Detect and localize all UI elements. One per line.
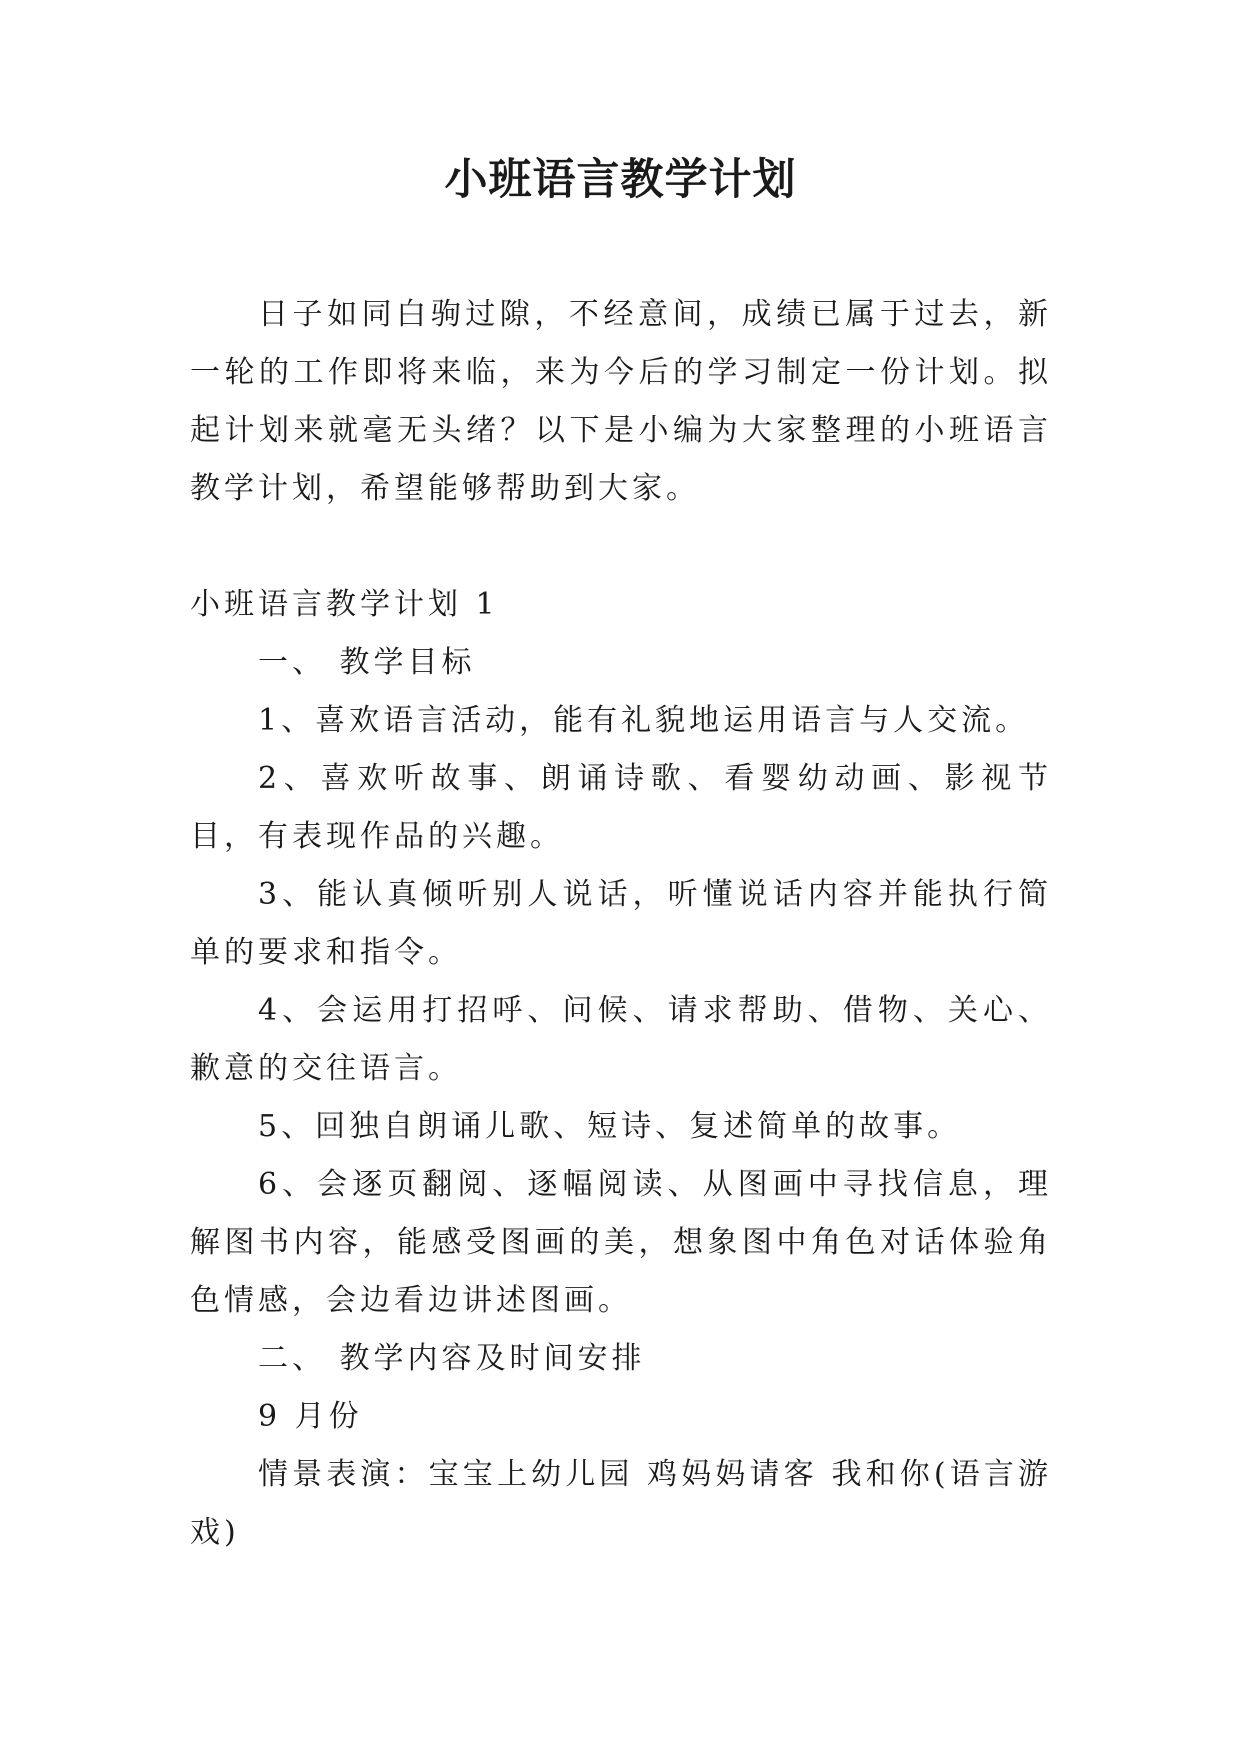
document-title: 小班语言教学计划 <box>444 155 797 205</box>
section-title: 小班语言教学计划 1 <box>190 587 499 622</box>
goal-item: 5、回独自朗诵儿歌、短诗、复述简单的故事。 <box>258 1109 962 1144</box>
goal-item: 3、能认真倾听别人说话，听懂说话内容并能执行简单的要求和指令。 <box>190 877 1052 970</box>
intro-paragraph: 日子如同白驹过隙，不经意间，成绩已属于过去，新一轮的工作即将来临，来为今后的学习制定一份计划。拟起计划来就毫无头绪？以下是小编为大家整理的小班语言教学计划，希望能够帮助到大家。 <box>190 297 1052 506</box>
goal-item: 2、喜欢听故事、朗诵诗歌、看婴幼动画、影视节目，有表现作品的兴趣。 <box>190 761 1052 854</box>
heading-teaching-goals: 一、 教学目标 <box>258 645 476 680</box>
goal-item: 1、喜欢语言活动，能有礼貌地运用语言与人交流。 <box>258 703 1030 738</box>
goal-item: 4、会运用打招呼、问候、请求帮助、借物、关心、歉意的交往语言。 <box>190 993 1052 1086</box>
heading-content-schedule: 二、 教学内容及时间安排 <box>258 1341 646 1376</box>
document-body <box>190 286 1052 1562</box>
goal-item: 6、会逐页翻阅、逐幅阅读、从图画中寻找信息，理解图书内容，能感受图画的美，想象图中角色对话体验角色情感，会边看边讲述图画。 <box>190 1167 1052 1318</box>
activity-paragraph: 情景表演：宝宝上幼儿园 鸡妈妈请客 我和你(语言游戏) <box>190 1457 1052 1550</box>
month-label: 9 月份 <box>258 1399 363 1434</box>
